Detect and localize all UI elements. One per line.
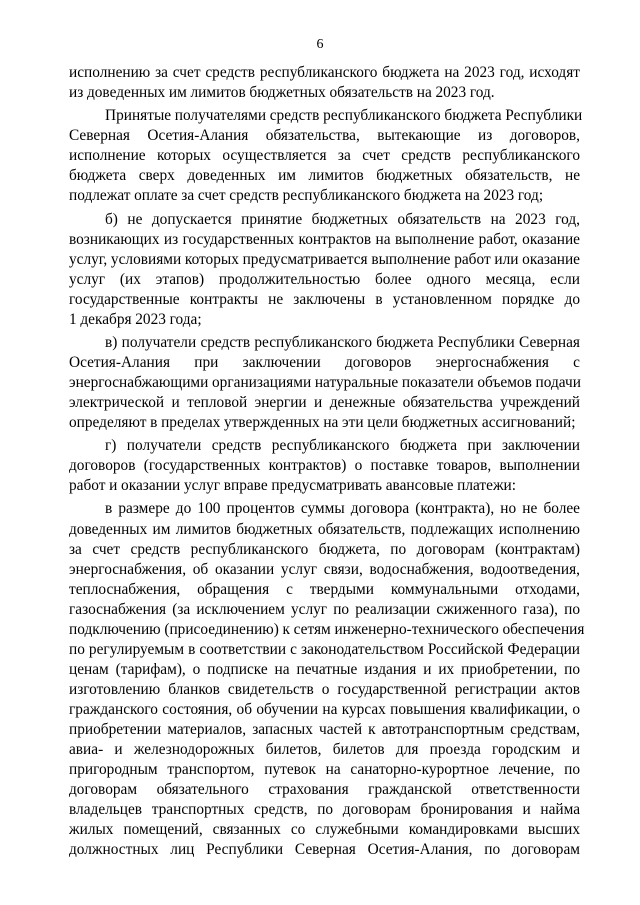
text-line: энергоснабжения, об оказании услуг связи, водоснабжения, водоотведения, <box>69 560 580 578</box>
text-line: электрической и тепловой энергии и денежные обязательства учреждений <box>69 394 580 412</box>
paragraph <box>69 333 580 433</box>
text-line: приобретении материалов, запасных частей к автотранспортным средствам, <box>69 720 580 738</box>
paragraph <box>69 436 580 496</box>
text-line: подключению (присоединению) к сетям инженерно-технического обеспечения <box>69 620 585 638</box>
text-line: договоров (государственных контрактов) о поставке товаров, выполнении <box>69 457 580 475</box>
text-line: б) не допускается принятие бюджетных обязательств на 2023 год, <box>105 210 580 228</box>
text-line: исполнению за счет средств республиканского бюджета на 2023 год, исходят <box>69 64 580 81</box>
text-line: теплоснабжения, обращения с твердыми коммунальными отходами, <box>69 580 580 598</box>
text-line: пригородным транспортом, путевок на санаторно-курортное лечение, по <box>69 761 580 779</box>
text-line: газоснабжения (за исключением услуг по реализации сжиженного газа), по <box>69 600 580 618</box>
text-line: работ и оказании услуг вправе предусматривать авансовые платежи: <box>69 477 517 495</box>
text-line: услуг, условиями которых предусматривается выполнение работ или оказание <box>69 250 580 268</box>
text-line: услуг (их этапов) продолжительностью более одного месяца, если <box>69 270 580 288</box>
paragraph <box>69 210 580 330</box>
paragraph <box>69 63 580 103</box>
text-line: определяют в пределах утвержденных на эти цели бюджетных ассигнований; <box>69 414 576 432</box>
text-line: исполнение которых осуществляется за счет средств республиканского <box>69 147 580 165</box>
paragraph <box>69 106 583 206</box>
text-line: подлежат оплате за счет средств республиканского бюджета на 2023 год; <box>69 187 544 205</box>
paragraph <box>69 499 585 860</box>
text-line: в) получатели средств республиканского бюджета Республики Северная <box>105 333 580 351</box>
text-line: 1 декабря 2023 года; <box>69 310 202 328</box>
text-line: авиа- и железнодорожных билетов, билетов для проезда городским и <box>69 741 580 759</box>
page-number: 6 <box>316 37 324 52</box>
text-line: Северная Осетия-Алания обязательства, вытекающие из договоров, <box>69 127 580 145</box>
text-line: доведенных им лимитов бюджетных обязательств, подлежащих исполнению <box>69 520 580 538</box>
text-line: договорам обязательного страхования гражданской ответственности <box>69 781 580 799</box>
text-line: должностных лиц Республики Северная Осетия-Алания, по договорам <box>69 841 580 859</box>
text-line: гражданского состояния, об обучении на курсах повышения квалификации, о <box>69 700 580 718</box>
text-line: изготовлению бланков свидетельств о государственной регистрации актов <box>69 680 580 698</box>
text-line: г) получатели средств республиканского бюджета при заключении <box>105 437 580 455</box>
text-line: по регулируемым в соответствии с законодательством Российской Федерации <box>69 640 580 658</box>
text-line: из доведенных им лимитов бюджетных обязательств на 2023 год. <box>69 84 495 102</box>
document-body <box>69 63 585 860</box>
text-line: владельцев транспортных средств, по договорам бронирования и найма <box>69 801 580 819</box>
text-line: за счет средств республиканского бюджета, по договорам (контрактам) <box>69 540 580 558</box>
text-line: ценам (тарифам), о подписке на печатные издания и их приобретении, по <box>69 660 580 678</box>
text-line: бюджета сверх доведенных им лимитов бюджетных обязательств, не <box>69 167 580 185</box>
text-line: возникающих из государственных контрактов на выполнение работ, оказание <box>69 230 580 248</box>
text-line: в размере до 100 процентов суммы договора (контракта), но не более <box>105 500 580 518</box>
text-line: жилых помещений, связанных со служебными командировками высших <box>69 821 580 839</box>
text-line: Осетия-Алания при заключении договоров энергоснабжения с <box>69 353 580 371</box>
text-line: государственные контракты не заключены в установленном порядке до <box>69 290 580 308</box>
text-line: энергоснабжающими организациями натуральные показатели объемов подачи <box>69 373 581 391</box>
text-line: Принятые получателями средств республиканского бюджета Республики <box>105 107 583 125</box>
